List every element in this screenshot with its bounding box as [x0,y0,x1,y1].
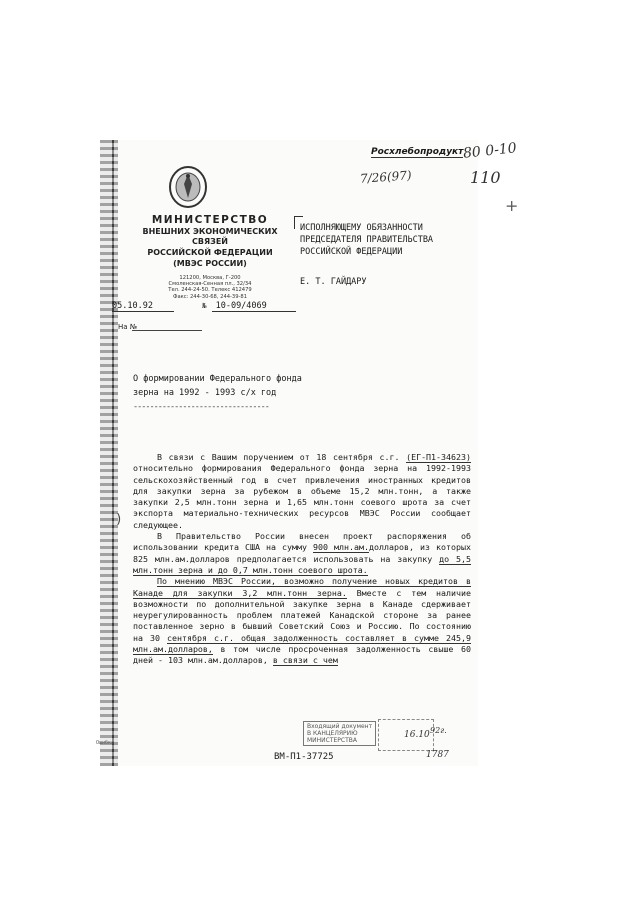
p2-text-a: В Правительство России внесен проект распоряжения об использовании кредита США на сумму [133,531,471,553]
letter-number: 10-09/4069 [212,301,296,312]
address-line1: 121200, Москва, Г-200 [179,275,241,281]
subject-line1: О формировании Федерального фонда [133,374,302,384]
recipient-name: Е. Т. ГАЙДАРУ [300,277,367,287]
subject-line2: зерна на 1992 - 1993 с/х год [133,388,277,398]
ministry-line3: (МВЭС РОССИИ) [173,259,247,268]
address-line2: Смоленская-Сенная пл., 32/34 [168,281,252,288]
ministry-line2: РОССИЙСКОЙ ФЕДЕРАЦИИ [147,248,273,257]
stamp-line2: В КАНЦЕЛЯРИЮ [307,730,358,737]
handwritten-stamp-date: 16.10 [404,730,430,740]
p3-text-c: в том числе просроченная задолженность свыше 60 дней - 103 млн.ам.долларов, [133,644,471,666]
stamp-line1: Входящий документ [307,723,373,730]
stamp-line3: МИНИСТЕРСТВА [307,737,358,744]
handwritten-top-right: 80 0-10 [462,140,518,162]
address-line3: Тел. 244-24-50. Телекс 412479 [168,287,252,294]
address-line4: Факс: 244-30-68, 244-39-81 [172,293,248,300]
paragraph-3 [133,576,471,666]
sender-address [140,275,280,300]
handwritten-ref: 7/26(97) [359,168,413,186]
recipient-line2: ПРЕДСЕДАТЕЛЯ ПРАВИТЕЛЬСТВА [300,235,434,245]
subject-rule: --------------------------------- [133,402,269,412]
handwritten-number: 110 [470,168,501,187]
letter-date: 05.10.92 [112,301,174,312]
p3-underlined-1: По мнению МВЭС России, возможно получение новых кредитов в Канаде для закупки 3,2 млн.тонн зерна. [133,576,471,598]
ministry-title: МИНИСТЕРСТВО [151,214,269,226]
p3-text-b: Вместе с тем наличие возможности по дополнительной закупке зерна в Канаде сдерживает неурегулированность проблем платежей Канадской стороне за ранее поставленное зерно в бывший Советский Союз и Россию. По состоянию на 30 [133,587,471,643]
paragraph-2 [133,531,471,576]
recipient-block [300,222,433,288]
handwritten-stamp-number: 1787 [426,750,449,760]
recipient-org-stamp: Росхлебопродукт [371,147,464,157]
p2-underlined-1: 900 млн.ам. [313,542,370,553]
letter-body [133,452,471,667]
reply-to-number: На № [118,323,138,331]
ministry-line1: ВНЕШНИХ ЭКОНОМИЧЕСКИХ СВЯЗЕЙ [142,227,278,246]
handwritten-stamp-year: 92г. [430,726,447,735]
registration-line [112,301,296,312]
p3-underlined-2: сентября с.г. общая задолженность составляет в сумме 245,9 млн.ам.долларов, [133,632,471,655]
paragraph-1 [133,452,471,531]
p2-underlined-2: до 5,5 млн.тонн зерна и до 0,7 млн.тонн соевого шрота. [133,553,471,575]
p1-reference: (ЕГ-П1-34623) [406,452,472,462]
handwritten-plus: + [505,196,519,215]
subject-block [133,372,302,414]
p1-text-b: относительно формирования Федерального фонда зерна на 1992-1993 сельскохозяйственный год в счет привлечения иностранных кредитов для закупки зерна за рубежом в объеме 15,2 млн.тонн, а также закупки 2,5 млн.тонн зерна и 1,65 млн.тонн соевого шрота за счет экспорта материально-технических ресурсов МВЭС России сообщает следующее. [133,463,471,530]
p1-text-a: В связи с Вашим поручением от 18 сентября с.г. [157,452,400,462]
left-margin-text: Ошибка [96,740,115,746]
recipient-line1: ИСПОЛНЯЮЩЕМУ ОБЯЗАННОСТИ [300,223,423,233]
coat-of-arms-icon [166,164,210,210]
margin-bracket: ) [115,512,123,527]
incoming-stamp [303,721,376,746]
recipient-line3: РОССИЙСКОЙ ФЕДЕРАЦИИ [300,247,403,257]
scan-edge [100,140,118,766]
document-number: ВМ-П1-37725 [274,752,334,762]
number-label: № [202,302,207,310]
ministry-header [140,214,280,269]
p2-text-b: долларов, из которых 825 млн.ам.долларов предполагается использовать на закупку [133,542,471,564]
p3-underlined-3: в связи с чем [272,655,338,666]
